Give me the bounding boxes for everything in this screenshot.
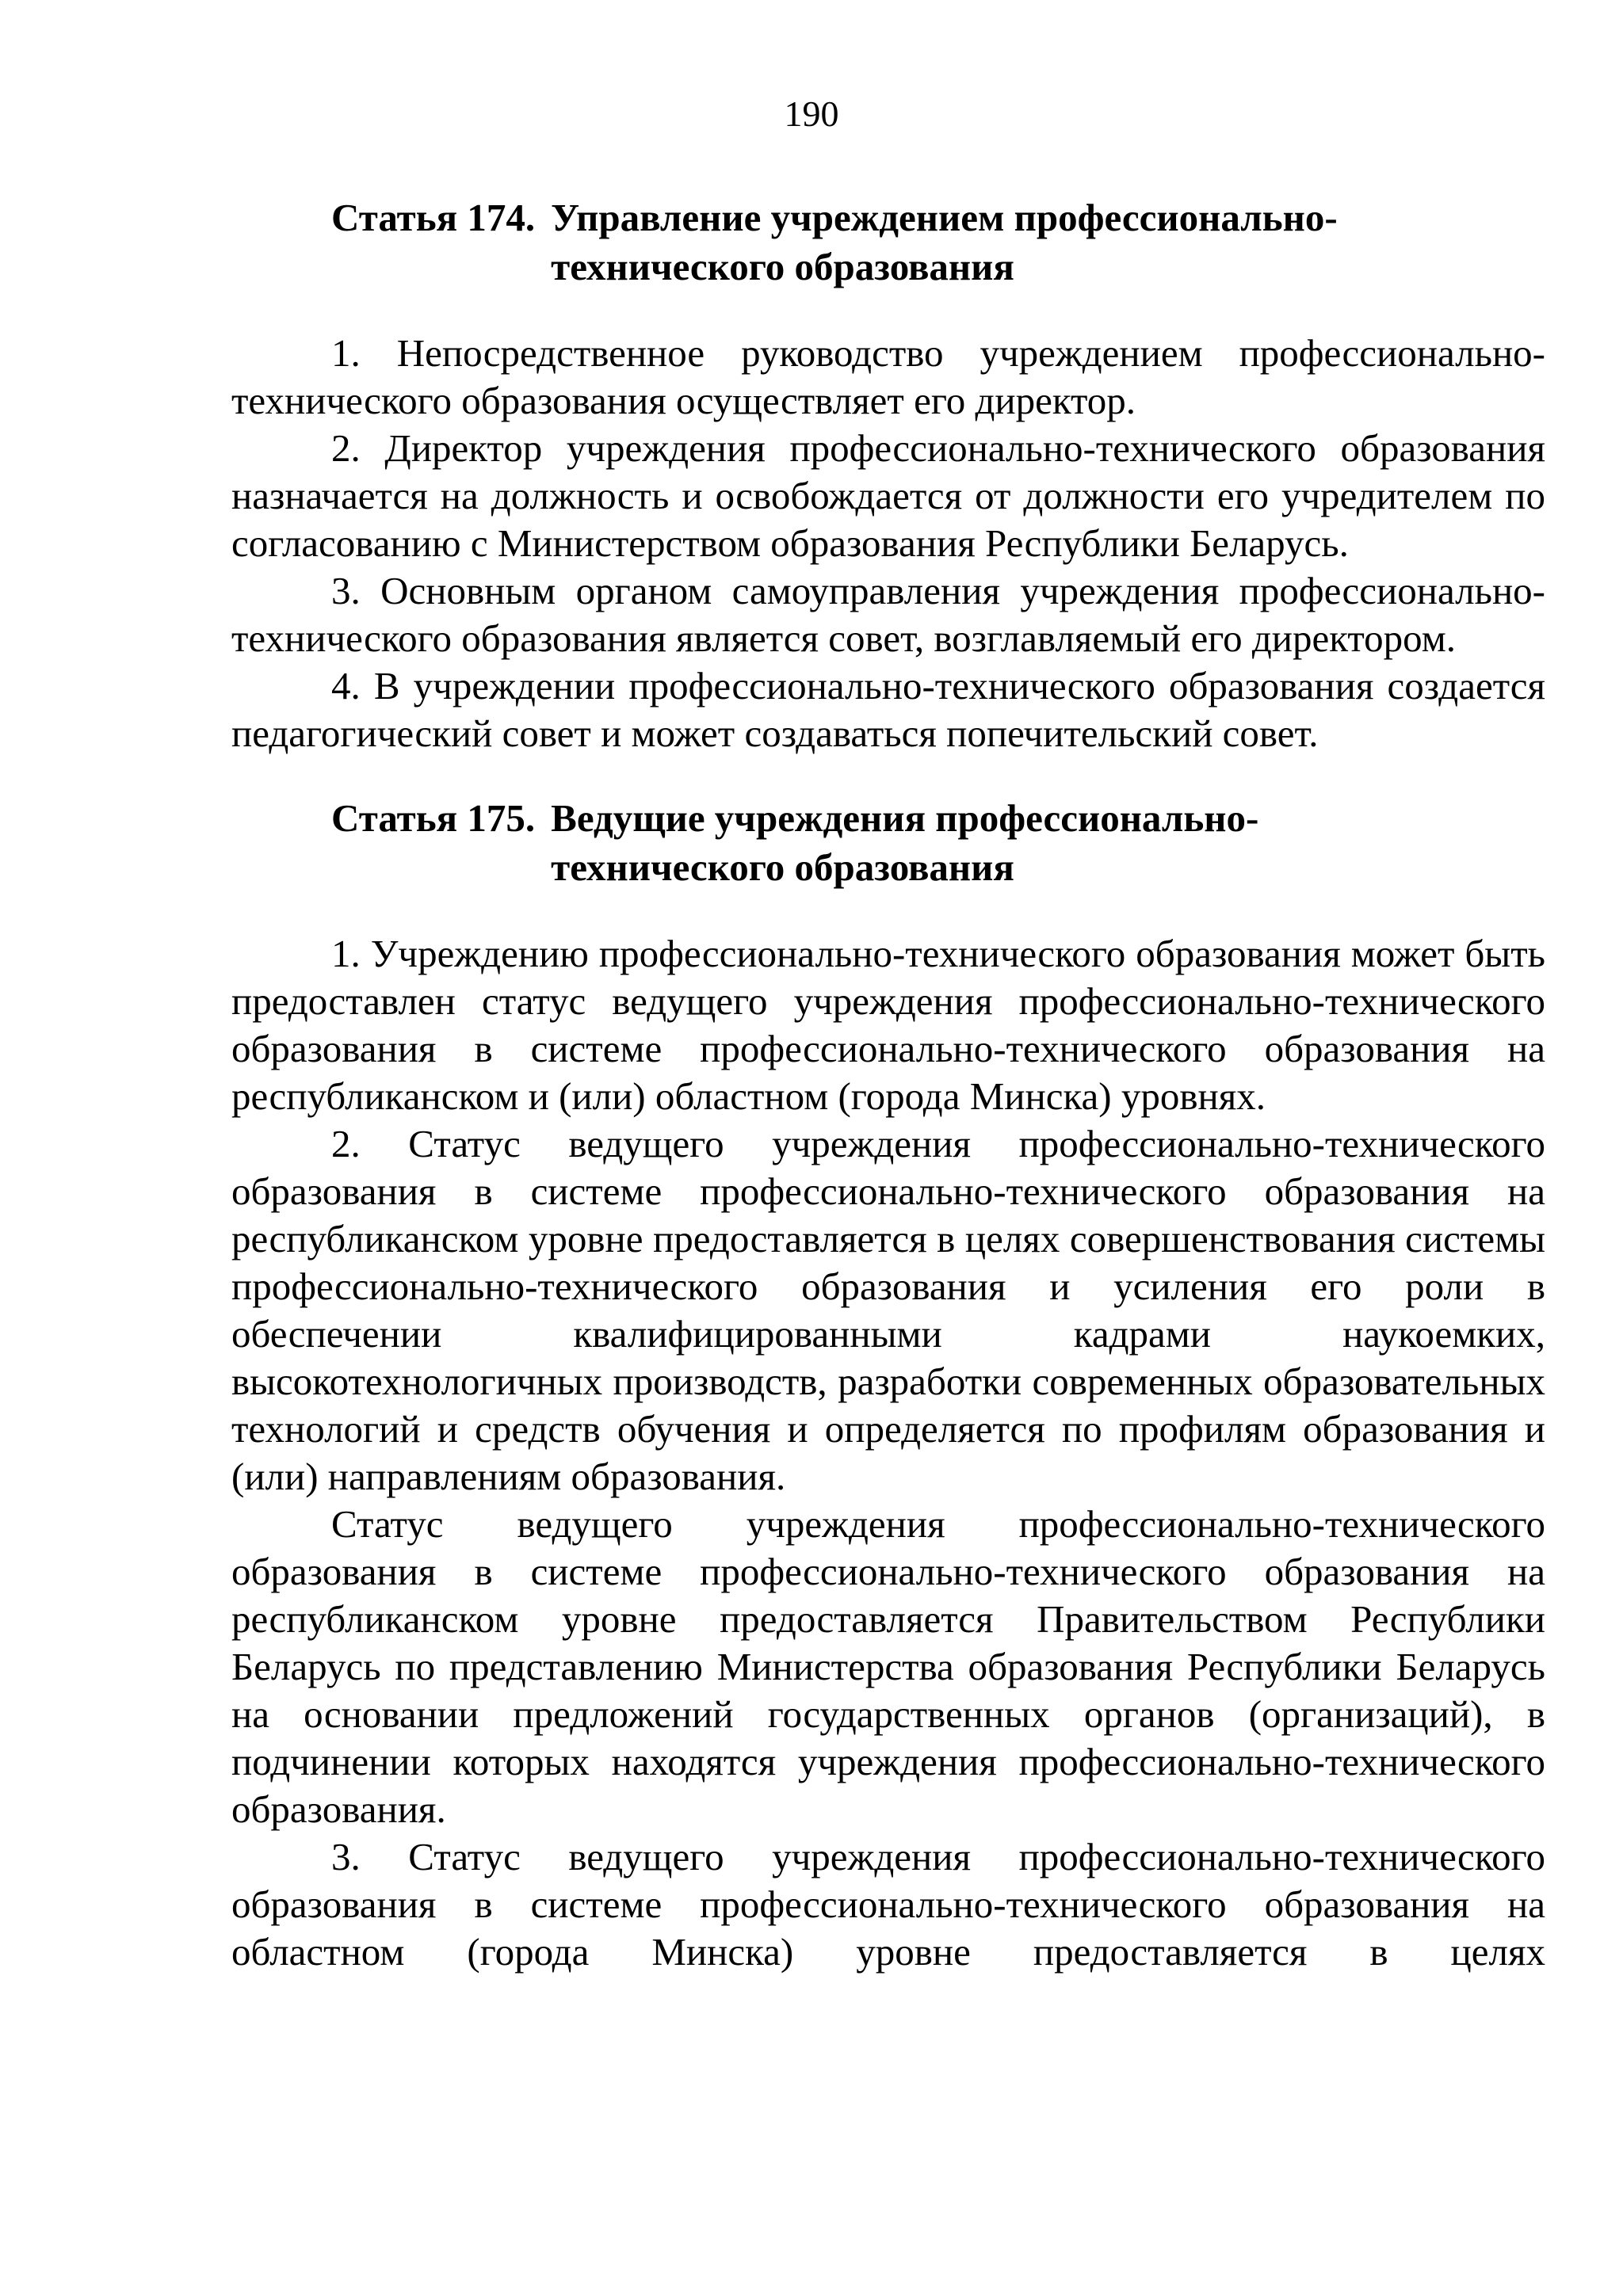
article-174-paragraph-2: 2. Директор учреждения профессионально-технического образования назначается на должность и освобождается от должности его учредителем по согласованию с Министерством образования Республики Беларусь. xyxy=(231,426,1545,565)
article-175-title-line-2: технического образования xyxy=(551,845,1014,889)
article-174-label: Статья 174. xyxy=(331,196,536,239)
article-175-title-line-1: Ведущие учреждения профессионально- xyxy=(551,796,1259,840)
article-174-title-line-1: Управление учреждением профессионально- xyxy=(551,196,1338,239)
article-175-label: Статья 175. xyxy=(331,796,536,840)
article-174-paragraph-4: 4. В учреждении профессионально-технического образования создается педагогический совет и может создаваться попечительский совет. xyxy=(231,664,1545,755)
article-175-body xyxy=(231,930,1545,1976)
article-174-title-line-2: технического образования xyxy=(551,245,1014,288)
article-175-title xyxy=(551,794,1258,892)
article-175-paragraph-4: 3. Статус ведущего учреждения профессионально-технического образования в системе профессионально-технического образования на областном (города Минска) уровне предоставляется в целях xyxy=(231,1835,1545,1974)
article-174-paragraph-1: 1. Непосредственное руководство учреждением профессионально-технического образования осуществляет его директор. xyxy=(231,331,1545,422)
article-175-paragraph-2: 2. Статус ведущего учреждения профессионально-технического образования в системе профессионально-технического образования на республиканском уровне предоставляется в целях совершенствования системы профессионально-технического образования и усиления его роли в обеспечении квалифицированными кадрами наукоемких, высокотехнологичных производств, разработки современных образовательных технологий и средств обучения и определяется по профилям образования и (или) направлениям образования. xyxy=(231,1122,1545,1498)
page-content xyxy=(231,193,1545,1976)
article-175-paragraph-3: Статус ведущего учреждения профессионально-технического образования в системе профессионально-технического образования на республиканском уровне предоставляется Правительством Республики Беларусь по представлению Министерства образования Республики Беларусь на основании предложений государственных органов (организаций), в подчинении которых находятся учреждения профессионально-технического образования. xyxy=(231,1502,1545,1831)
page-number: 190 xyxy=(784,93,839,134)
article-174-paragraph-3: 3. Основным органом самоуправления учреждения профессионально-технического образования является совет, возглавляемый его директором. xyxy=(231,569,1545,660)
article-175-heading xyxy=(231,794,1545,892)
article-175-paragraph-1: 1. Учреждению профессионально-технического образования может быть предоставлен статус ведущего учреждения профессионально-технического образования в системе профессионально-технического образования на республиканском и (или) областном (города Минска) уровнях. xyxy=(231,932,1545,1118)
article-174-body xyxy=(231,330,1545,757)
article-174-heading xyxy=(231,193,1545,292)
article-174-title xyxy=(551,193,1338,292)
